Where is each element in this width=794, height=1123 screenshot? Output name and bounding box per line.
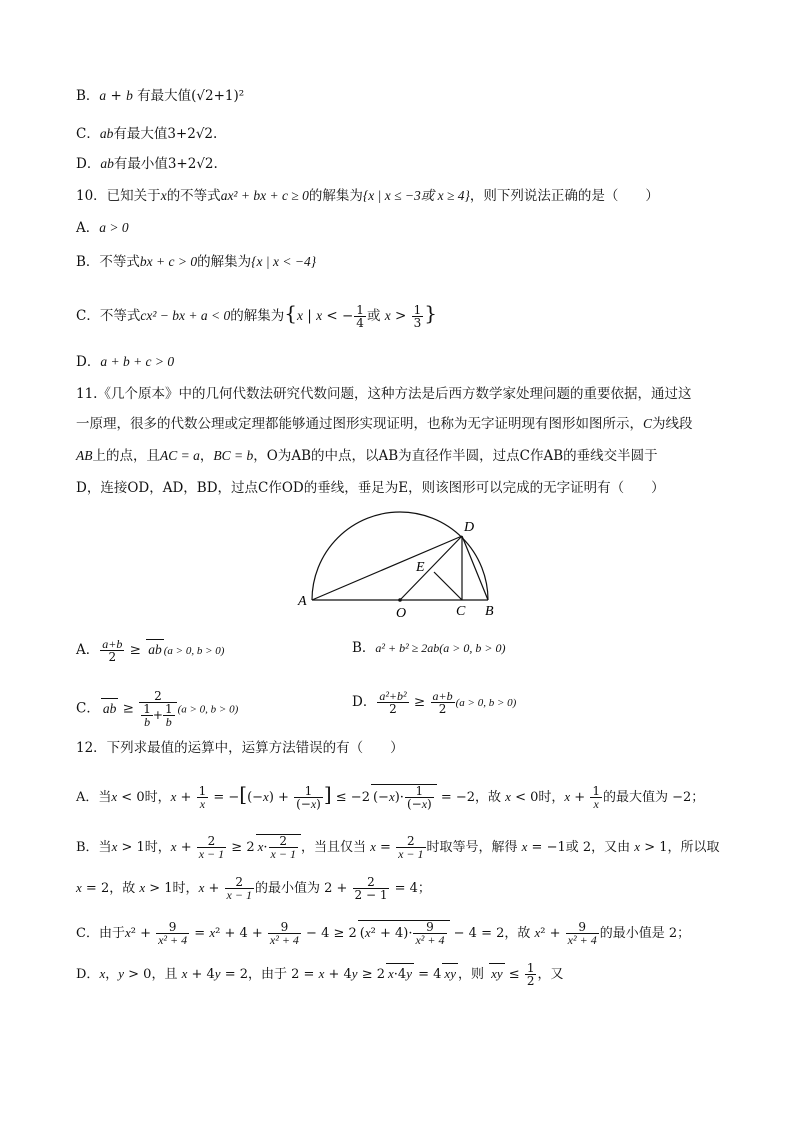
q12-option-c: C．由于x² + $\frac{9}{\text{x² + 4}}$ = x² + 4 + $\frac{9}{\text{x² + 4}}$ − 4 ≥ 2 (x² + 4)· $\frac{9}{\text{x² + 4}}$ − 4 = 2，故 x² + $\frac{9}{\text{x² + 4}}$ 的最小值是 2； (76, 920, 691, 947)
label-c: C (456, 604, 466, 619)
q10-option-d: D．a + b + c > 0 (76, 354, 175, 370)
q10-stem: 10．已知关于x的不等式ax² + bx + c ≥ 0的解集为{x | x ≤ −3或 x ≥ 4}，则下列说法正确的是（ ） (76, 188, 659, 204)
q12-option-a: A．当x < 0时，x + $\frac{1}{x}$ = −[(−x) + $\frac{1}{(-x)}$ ] ≤ −2 (−x)· $\frac{1}{(-x)}$ = −2，故 x < 0时，x + $\frac{1}{x}$ 的最大值为 −2； (76, 782, 705, 811)
q12-option-b-line2: x = 2，故 x > 1时，x + $\frac{2}{x - 1}$ 的最小值为 2 + $\frac{2}{2 - 1}$ = 4； (76, 875, 431, 902)
q11-semicircle-figure (290, 505, 510, 620)
q11-option-d: D． $\frac{\text{a²+b²}}{2}$ ≥ $\frac{a+b}{2}$ (a > 0, b > 0) (352, 689, 517, 716)
q10-option-a: A．a > 0 (76, 220, 129, 236)
label-o: O (396, 606, 407, 620)
label-a: A (298, 594, 307, 609)
label-e: E (416, 560, 425, 575)
label-b: B (485, 604, 494, 619)
q11-option-c: C． ab ≥ 2 $\frac{1}{b}$ + $\frac{1}{b}$ (a > 0, b > 0) (76, 689, 239, 729)
label-d: D (464, 520, 475, 535)
q10-option-b: B．不等式bx + c > 0的解集为{x | x < −4} (76, 254, 317, 270)
q11-option-b: B．a² + b² ≥ 2ab(a > 0, b > 0) (352, 640, 506, 656)
q11-option-a: A． $\frac{a+b}{2}$ ≥ ab (a > 0, b > 0) (76, 637, 225, 664)
q11-stem-line1: 11.《几个原本》中的几何代数法研究代数问题，这种方法是后西方数学家处理问题的重要依据，通过这 (76, 386, 692, 402)
q9-option-c: C．ab有最大值3+2√2. (76, 126, 218, 142)
q11-stem-line3: AB上的点，且AC = a，BC = b，O为AB的中点，以AB为直径作半圆，过点C作AB的垂线交半圆于 (76, 448, 658, 464)
q9-option-b: B．a + b 有最大值(√2+1)² (76, 88, 245, 104)
q9-option-d: D．ab有最小值3+2√2. (76, 156, 218, 172)
q12-option-d: D．x，y > 0，且 x + 4y = 2，由于 2 = x + 4y ≥ 2 x·4y = 4 xy ，则 xy ≤ $\frac{1}{2}$ ，又 (76, 961, 564, 988)
q11-stem-line2: 一原理，很多的代数公理或定理都能够通过图形实现证明，也称为无字证明现有图形如图所示，C为线段 (76, 416, 693, 432)
q10-option-c: C．不等式cx² − bx + a < 0的解集为{x | x < − $\frac{1}{4}$ 或 x > $\frac{1}{3}$ } (76, 301, 438, 330)
q12-option-b-line1: B．当x > 1时，x + $\frac{2}{x - 1}$ ≥ 2 x· $\frac{2}{x - 1}$ ，当且仅当 x = $\frac{2}{x - 1}$ 时取等号，解得 x = −1或 2，又由 x > 1，所以取 (76, 834, 720, 861)
q12-stem: 12．下列求最值的运算中，运算方法错误的有（ ） (76, 740, 404, 756)
q11-stem-line4: D，连接OD，AD，BD，过点C作OD的垂线，垂足为E，则该图形可以完成的无字证明有（ ） (76, 480, 665, 496)
